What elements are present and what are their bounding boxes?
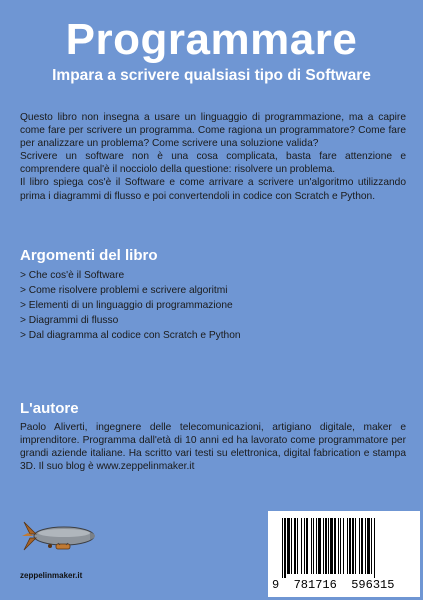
barcode-bar <box>297 518 298 574</box>
author-heading: L'autore <box>20 400 79 417</box>
barcode-digits <box>272 578 416 592</box>
barcode-bar <box>352 518 354 574</box>
barcode-bar <box>282 518 283 578</box>
topic-item: > Elementi di un linguaggio di programmazione <box>20 300 233 311</box>
barcode-bar <box>349 518 351 574</box>
book-title: Programmare <box>65 15 358 64</box>
isbn-barcode <box>268 511 420 597</box>
topic-item: > Dal diagramma al codice con Scratch e Python <box>20 330 241 341</box>
barcode-bar <box>330 518 333 574</box>
barcode-bar <box>313 518 314 574</box>
barcode-bar <box>334 518 336 574</box>
publisher-name: zeppelinmaker.it <box>20 571 83 580</box>
barcode-bar <box>304 518 305 574</box>
barcode-bar <box>340 518 341 574</box>
barcode-bar <box>291 518 292 574</box>
barcode-bar <box>367 518 370 574</box>
barcode-bar <box>365 518 366 574</box>
barcode-bar <box>323 518 324 574</box>
author-bio: Paolo Aliverti, ingegnere delle telecomunicazioni, artigiano digitale, maker e imprenditore. Programma dall'età di 10 anni ed ha lavorato come programmatore per grandi aziende italiane. Ha scritto vari testi su elettronica, digital fabrication e stampa 3D. Il suo blog è www.zeppelinmaker.it <box>20 422 406 473</box>
zeppelin-icon <box>20 510 104 565</box>
barcode-bar <box>338 518 339 574</box>
barcode-bar <box>316 518 317 574</box>
topic-item: > Come risolvere problemi e scrivere algoritmi <box>20 285 228 296</box>
barcode-bar <box>361 518 363 574</box>
barcode-bar <box>311 518 312 574</box>
barcode-digits-last: 596315 <box>351 578 395 592</box>
intro-paragraph-2: Scrivere un software non è una cosa complicata, basta fare attenzione e comprendere qual'è il nocciolo della questione: risolvere un problema. <box>20 151 406 176</box>
barcode-digits-middle: 781716 <box>293 578 337 592</box>
barcode-bar <box>284 518 286 578</box>
barcode-digit-first: 9 <box>272 578 280 592</box>
topics-heading: Argomenti del libro <box>20 247 158 264</box>
book-subtitle: Impara a scrivere qualsiasi tipo di Software <box>52 67 371 84</box>
barcode-bar <box>359 518 360 574</box>
barcode-bar <box>371 518 372 574</box>
barcode-bar <box>301 518 302 574</box>
topics-list <box>20 268 406 343</box>
intro-paragraph-3: Il libro spiega cos'è il Software e come arrivare a scrivere un'algoritmo utilizzando prima i diagrammi di flusso e poi convertendoli in codice con Scratch e Python. <box>20 177 406 202</box>
barcode-bar <box>306 518 308 574</box>
barcode-bar <box>374 518 375 578</box>
intro-text <box>20 111 406 203</box>
barcode-bar <box>287 518 290 574</box>
barcode-bar <box>294 518 296 574</box>
barcode-bar <box>325 518 327 574</box>
topic-item: > Diagrammi di flusso <box>20 315 119 326</box>
barcode-bars <box>282 518 406 578</box>
barcode-bar <box>318 518 321 574</box>
barcode-bar <box>347 518 348 574</box>
barcode-bar <box>355 518 356 574</box>
topic-item: > Che cos'è il Software <box>20 270 125 281</box>
intro-paragraph-1: Questo libro non insegna a usare un linguaggio di programmazione, ma a capire come fare per scrivere un programma. Come ragiona un programmatore? Come fare per analizzare un problema? Come scrivere una soluzione valida? <box>20 112 406 150</box>
barcode-bar <box>328 518 329 574</box>
barcode-bar <box>343 518 344 574</box>
